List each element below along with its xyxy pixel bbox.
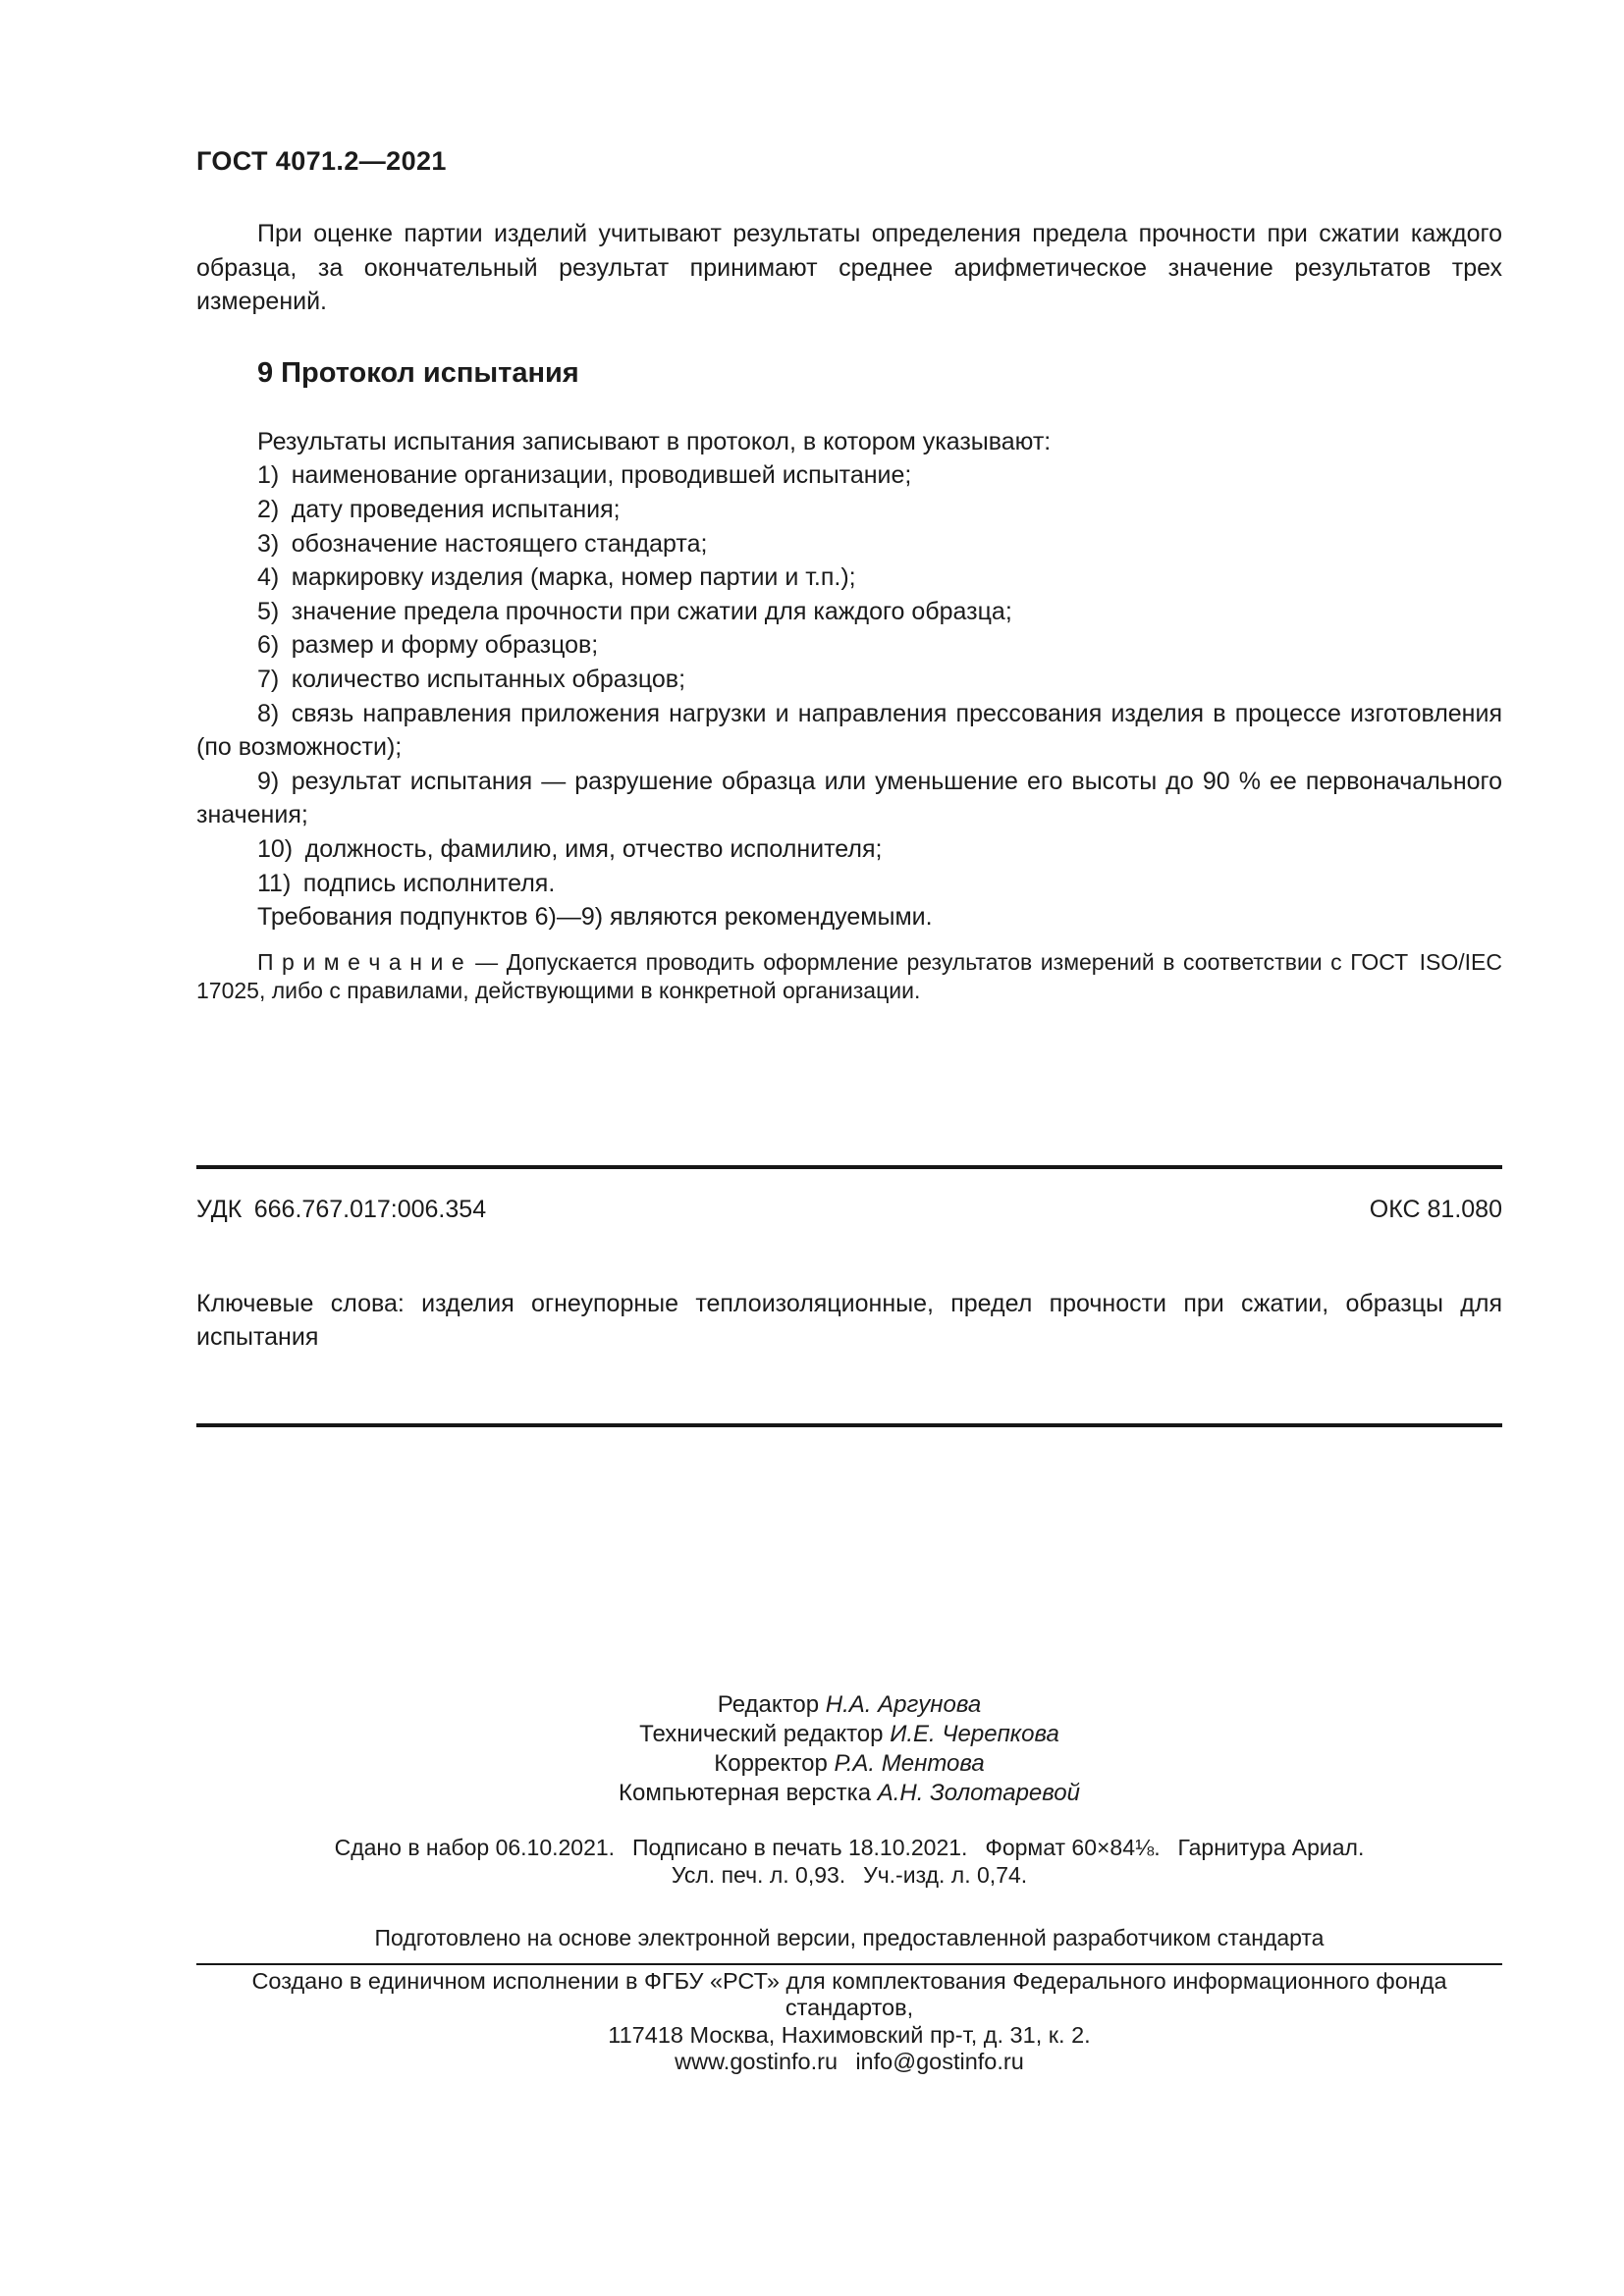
protocol-item-6: 6) размер и форму образцов; bbox=[257, 631, 599, 660]
protocol-item-10: 10) должность, фамилию, имя, отчество исполнителя; bbox=[257, 834, 883, 863]
keywords-paragraph: Ключевые слова: изделия огнеупорные теплоизоляционные, предел прочности при сжатии, образцы для испытания bbox=[196, 1289, 1502, 1352]
footer-org-line: Создано в единичном исполнении в ФГБУ «РСТ» для комплектования Федерального информационного фонда стандартов, bbox=[251, 1967, 1447, 2021]
protocol-item-1: 1) наименование организации, проводившей испытание; bbox=[257, 461, 912, 490]
protocol-lead: Результаты испытания записывают в протокол, в котором указывают: bbox=[257, 427, 1052, 455]
divider-keywords bbox=[196, 1423, 1502, 1427]
credit-name: А.Н. Золотаревой bbox=[877, 1779, 1080, 1806]
imprint-line-2: Усл. печ. л. 0,93. Уч.-изд. л. 0,74. bbox=[671, 1861, 1028, 1888]
udk-code: УДК 666.767.017:006.354 bbox=[196, 1195, 487, 1223]
credit-role: Корректор bbox=[714, 1749, 828, 1777]
codes-row bbox=[196, 1195, 1502, 1224]
credit-line-layout bbox=[196, 1779, 1502, 1808]
protocol-item-8: 8) связь направления приложения нагрузки и направления прессования изделия в процессе изготовления (по возможности); bbox=[196, 699, 1502, 762]
protocol-section bbox=[196, 425, 1502, 934]
credit-line-proofreader bbox=[196, 1749, 1502, 1779]
footer-contacts-line: www.gostinfo.ru info@gostinfo.ru bbox=[675, 2049, 1024, 2075]
protocol-item-7: 7) количество испытанных образцов; bbox=[257, 665, 686, 693]
credit-line-editor bbox=[196, 1690, 1502, 1720]
oks-code: ОКС 81.080 bbox=[1369, 1195, 1502, 1223]
credit-role: Редактор bbox=[717, 1690, 820, 1718]
protocol-item-4: 4) маркировку изделия (марка, номер партии и т.п.); bbox=[257, 563, 856, 592]
protocol-item-9: 9) результат испытания — разрушение образца или уменьшение его высоты до 90 % ее первоначального значения; bbox=[196, 767, 1502, 829]
credits-block bbox=[196, 1690, 1502, 1808]
credit-name: Р.А. Ментова bbox=[834, 1749, 985, 1777]
credit-role: Технический редактор bbox=[639, 1720, 884, 1747]
protocol-item-3: 3) обозначение настоящего стандарта; bbox=[257, 529, 708, 558]
footer-address-line: 117418 Москва, Нахимовский пр-т, д. 31, к. 2. bbox=[608, 2021, 1091, 2048]
doc-code-header: ГОСТ 4071.2—2021 bbox=[196, 146, 447, 176]
divider-footer bbox=[196, 1963, 1502, 1965]
credit-line-technical-editor bbox=[196, 1720, 1502, 1749]
section-heading: 9 Протокол испытания bbox=[257, 356, 579, 389]
credit-name: Н.А. Аргунова bbox=[825, 1690, 982, 1718]
prepared-note: Подготовлено на основе электронной версии, предоставленной разработчиком стандарта bbox=[374, 1924, 1325, 1950]
intro-paragraph: При оценке партии изделий учитывают результаты определения предела прочности при сжатии каждого образца, за окончательный результат принимают среднее арифметическое значение результатов трех измерений. bbox=[196, 220, 1502, 316]
credit-name: И.Е. Черепкова bbox=[890, 1720, 1059, 1747]
protocol-item-11: 11) подпись исполнителя. bbox=[257, 869, 556, 897]
credit-role: Компьютерная верстка bbox=[619, 1779, 872, 1806]
protocol-item-2: 2) дату проведения испытания; bbox=[257, 495, 621, 523]
note-paragraph: П р и м е ч а н и е — Допускается проводить оформление результатов измерений в соответствии с ГОСТ ISO/IEC 17025, либо с правилами, действующими в конкретной организации. bbox=[196, 948, 1502, 1004]
protocol-closing: Требования подпунктов 6)—9) являются рекомендуемыми. bbox=[257, 903, 933, 932]
imprint-line-1: Сдано в набор 06.10.2021. Подписано в печать 18.10.2021. Формат 60×84⅛. Гарнитура Ариал. bbox=[334, 1834, 1365, 1860]
publisher-footer bbox=[196, 1968, 1502, 2076]
divider-top bbox=[196, 1165, 1502, 1169]
protocol-item-5: 5) значение предела прочности при сжатии для каждого образца; bbox=[257, 597, 1012, 625]
imprint-block bbox=[196, 1834, 1502, 1889]
